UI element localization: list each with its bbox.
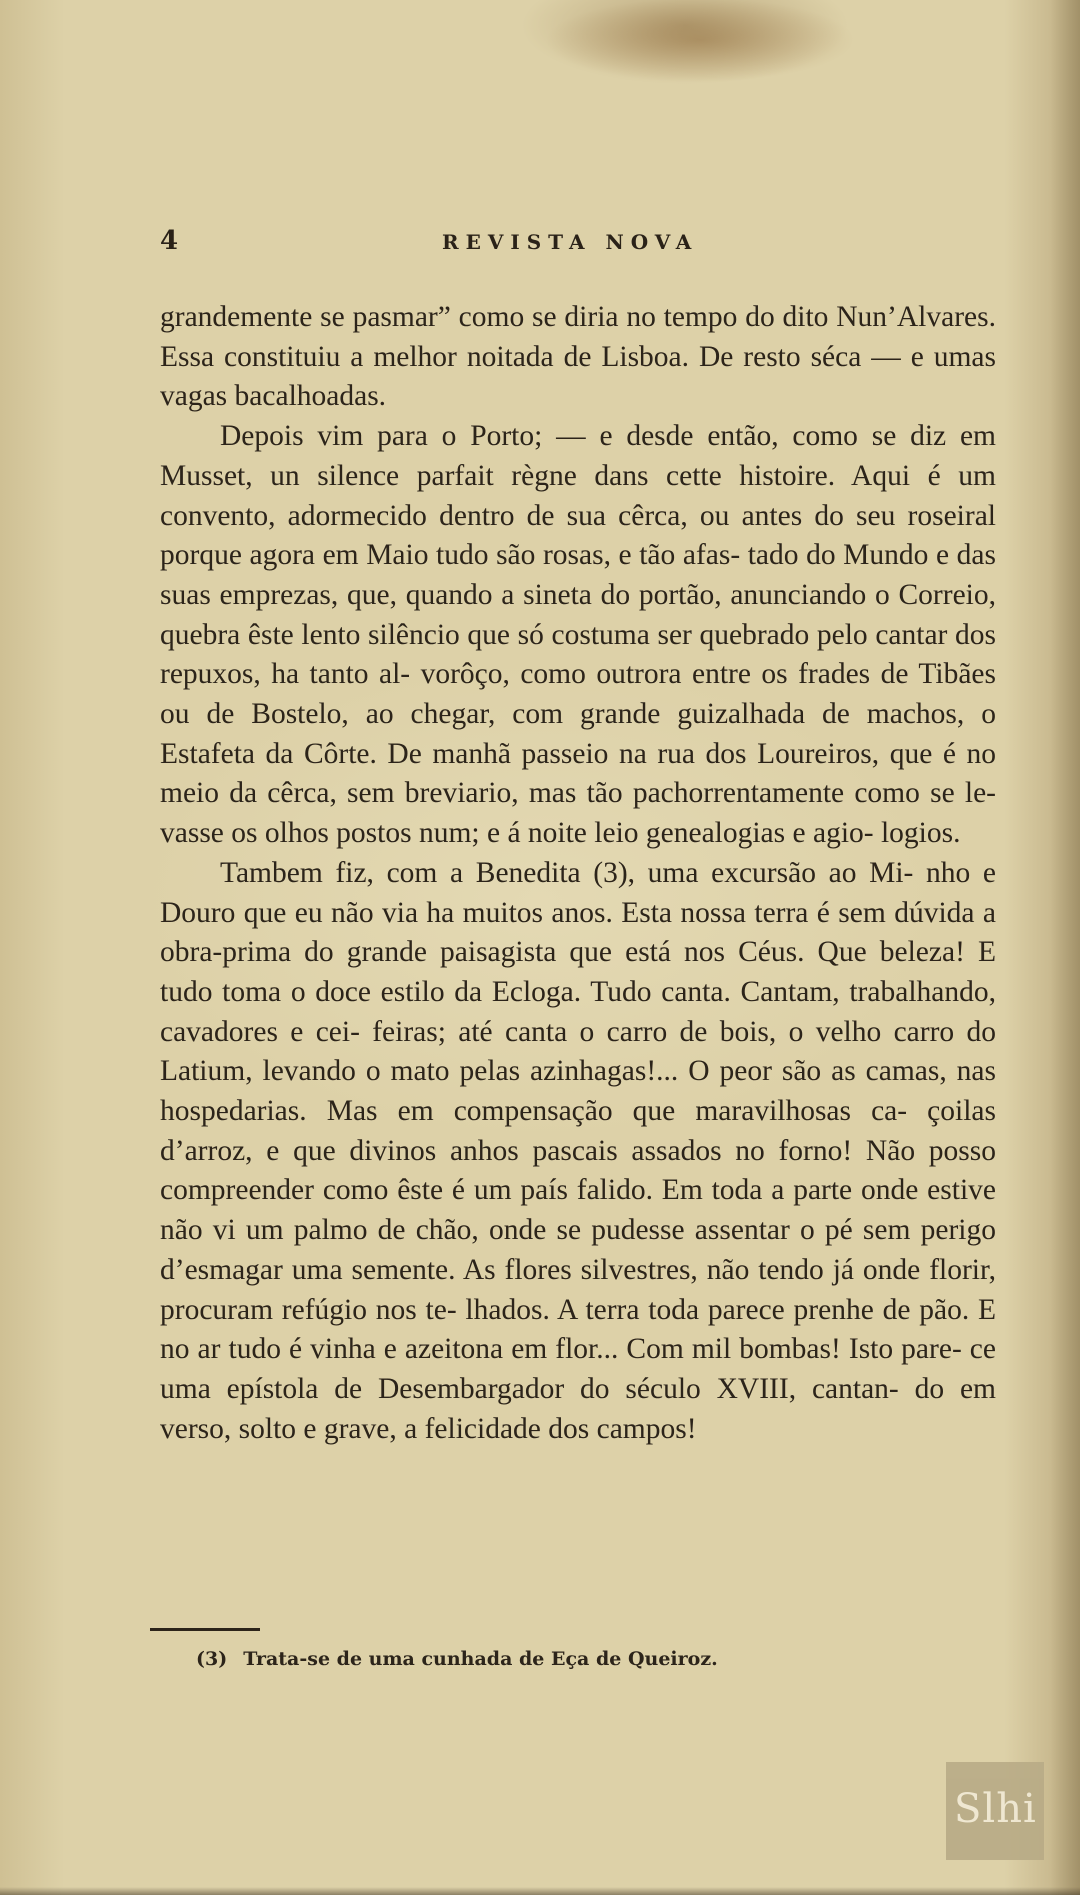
logo-text: Slhi (954, 1786, 1037, 1832)
body-text (160, 298, 996, 1449)
footnote-text: Trata-se de uma cunhada de Eça de Queiroz. (243, 1648, 718, 1670)
paragraph: grandemente se pasmar” como se diria no tempo do dito Nun’Alvares. Essa constituiu a melhor noitada de Lisboa. De resto séca — e umas vagas bacalhoadas. (160, 301, 996, 413)
footnote (196, 1648, 996, 1670)
paper-edge-shadow (1050, 0, 1080, 1895)
running-head: REVISTA NOVA (442, 230, 699, 254)
paragraph: Tambem fiz, com a Benedita (3), uma excursão ao Mi- nho e Douro que eu não via ha muitos anos. Esta nossa terra é sem dúvida a obra-prima do grande paisagista que está nos Céus. Que beleza! E tudo toma o doce estilo da Ecloga. Tudo canta. Cantam, trabalhando, cavadores e cei- feiras; até canta o carro de bois, o velho carro do Latium, levando o mato pelas azinhagas!... O peor são as camas, nas hospedarias. Mas em compensação que maravilhosas ca- çoilas d’arroz, e que divinos anhos pascais assados no forno! Não posso compreender como êste é um país falido. Em toda a parte onde estive não vi um palmo de chão, onde se pudesse assentar o pé sem perigo d’esmagar uma semente. As flores silvestres, não tendo já onde florir, procuram refúgio nos te- lhados. A terra toda parece prenhe de pão. E no ar tudo é vinha e azeitona em flor... Com mil bombas! Isto pare- ce uma epístola de Desembargador do século XVIII, cantan- do em verso, solto e grave, a felicidade dos campos! (160, 856, 996, 1445)
page-header (160, 222, 1002, 262)
paper-stain (520, 0, 850, 85)
page-number: 4 (160, 226, 179, 256)
paper-bottom-edge (0, 1887, 1080, 1895)
footnote-rule (150, 1628, 260, 1631)
library-logo (946, 1762, 1044, 1860)
footnote-marker: (3) (196, 1648, 228, 1670)
paragraph: Depois vim para o Porto; — e desde então, como se diz em Musset, un silence parfait règne dans cette histoire. Aqui é um convento, adormecido dentro de sua cêrca, ou antes do seu roseiral porque agora em Maio tudo são rosas, e tão afas- tado do Mundo e das suas emprezas, que, quando a sineta do portão, anunciando o Correio, quebra êste lento silêncio que só costuma ser quebrado pelo cantar dos repuxos, ha tanto al- vorôço, como outrora entre os frades de Tibães ou de Bostelo, ao chegar, com grande guizalhada de machos, o Estafeta da Côrte. De manhã passeio na rua dos Loureiros, que é no meio da cêrca, sem breviario, mas tão pachorrentamente como se le- vasse os olhos postos num; e á noite leio genealogias e agio- logios. (160, 420, 996, 850)
